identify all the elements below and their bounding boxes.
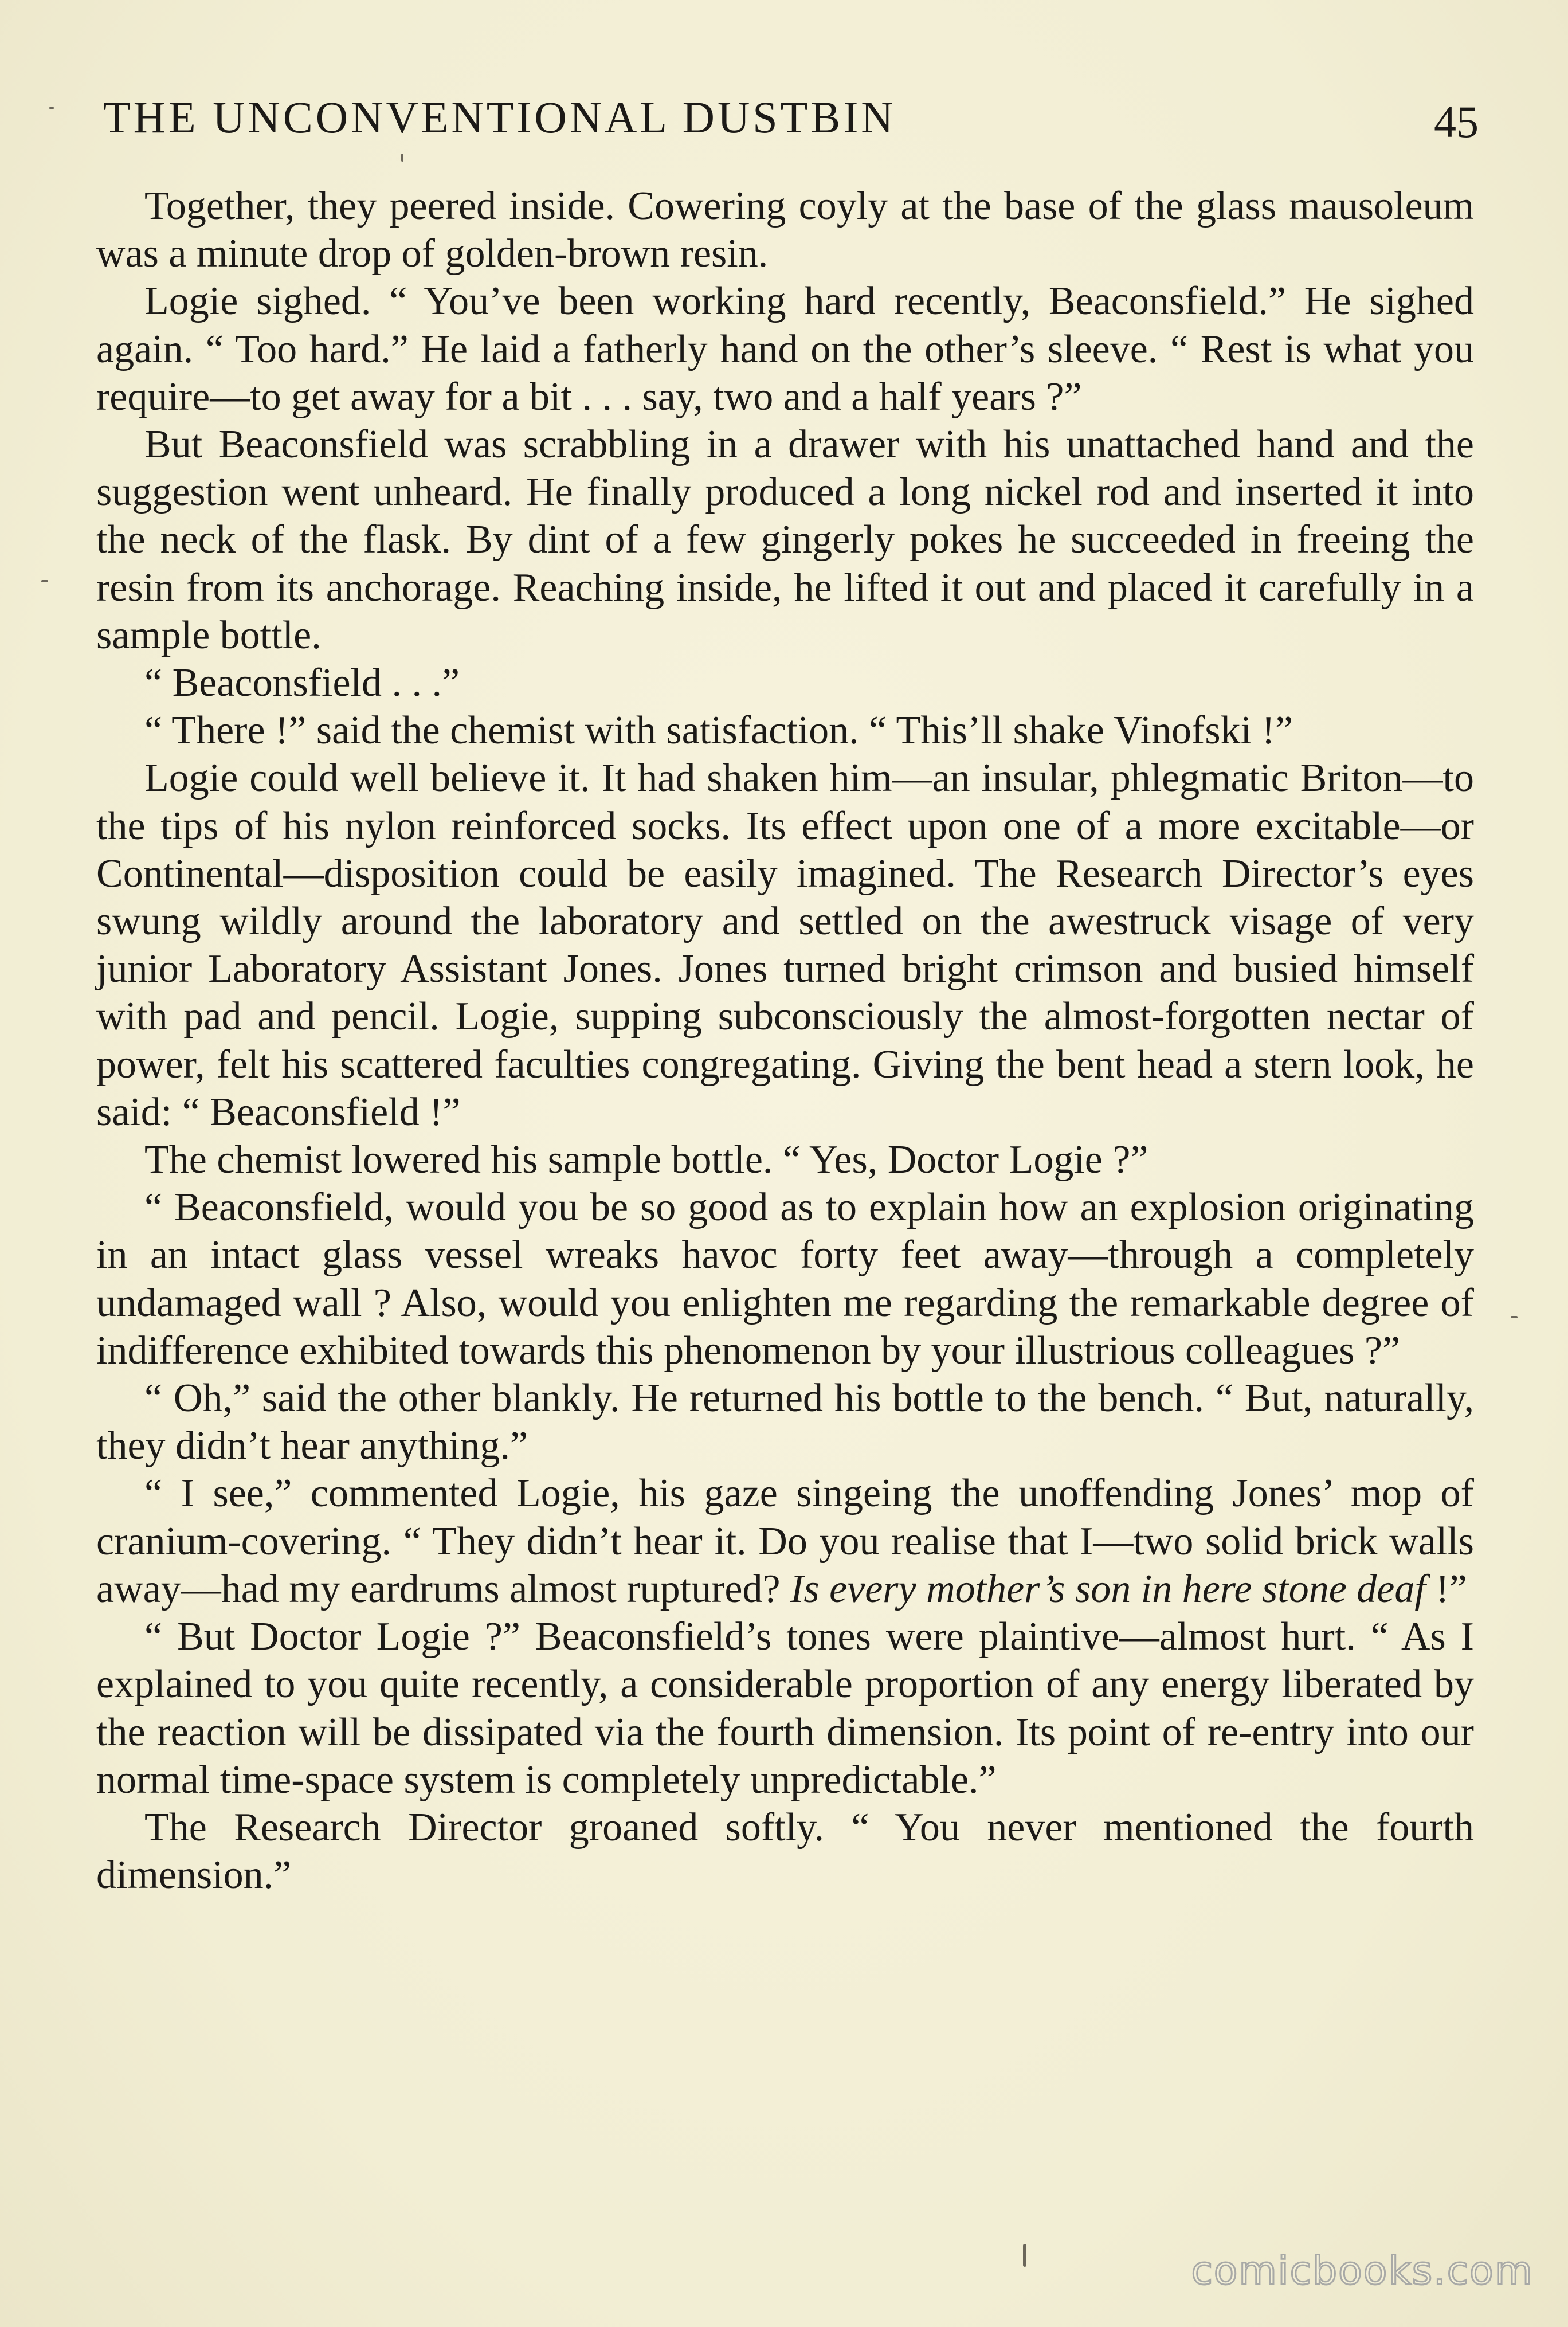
print-speck	[1511, 1316, 1518, 1318]
paragraph: “ Beaconsfield . . .”	[144, 661, 460, 706]
watermark-logo: comicbooks.com	[1191, 2248, 1534, 2294]
running-head: THE UNCONVENTIONAL DUSTBIN	[103, 92, 896, 142]
print-speck	[49, 107, 54, 109]
body-text	[96, 182, 1474, 1899]
paragraph: But Beaconsfield was scrabbling in a drawer with his unattached hand and the suggestion went unheard. He finally produced a long nickel rod and inserted it into the neck of the flask. By dint of a few gingerly pokes he succeeded in freeing the resin from its anchorage. Reaching inside, he lifted it out and placed it carefully in a sample bottle.	[96, 422, 1474, 657]
paragraph: “ There !” said the chemist with satisfaction. “ This’ll shake Vinofski !”	[144, 708, 1293, 753]
paragraph: The chemist lowered his sample bottle. “ Yes, Doctor Logie ?”	[144, 1138, 1148, 1182]
print-speck	[41, 580, 48, 582]
print-speck	[401, 154, 403, 162]
paragraph: “ Oh,” said the other blankly. He returned his bottle to the bench. “ But, naturally, they didn’t hear anything.”	[96, 1376, 1474, 1468]
text-segment: !”	[1425, 1566, 1467, 1611]
paragraph-with-italic	[96, 1470, 1474, 1613]
paragraph: Logie could well believe it. It had shaken him—an insular, phlegmatic Briton—to the tips of his nylon reinforced socks. Its effect upon one of a more excitable—or Continental—disposition could be easily imagined. The Research Director’s eyes swung wildly around the laboratory and settled on the awestruck visage of very junior Laboratory Assistant Jones. Jones turned bright crimson and busied himself with pad and pencil. Logie, supping subconsciously the almost-forgotten nectar of power, felt his scattered faculties congregating. Giving the bent head a stern look, he said: “ Beaconsfield !”	[96, 756, 1474, 1134]
italic-text: Is every mother’s son in here stone deaf	[790, 1566, 1426, 1611]
text-segment: “ I see,” commented Logie, his gaze singeing the unoffending Jones’ mop of cranium-covering. “ They didn’t hear it. Do you realise that I—two solid brick walls away—had my eardrums almost ruptured?	[96, 1471, 1474, 1611]
paragraph: Together, they peered inside. Cowering coyly at the base of the glass mausoleum was a minute drop of golden-brown resin.	[96, 184, 1474, 276]
paragraph: The Research Director groaned softly. “ You never mentioned the fourth dimension.”	[96, 1805, 1474, 1898]
paragraph: “ But Doctor Logie ?” Beaconsfield’s tones were plaintive—almost hurt. “ As I explained to you quite recently, a considerable proportion of any energy liberated by the reaction will be dissipated via the fourth dimension. Its point of re-entry into our normal time-space system is completely unpredictable.”	[96, 1615, 1474, 1802]
print-speck	[1023, 2244, 1026, 2267]
page-header	[103, 86, 1479, 149]
page-number: 45	[1434, 97, 1479, 147]
paragraph: “ Beaconsfield, would you be so good as to explain how an explosion originating in an intact glass vessel wreaks havoc forty feet away—through a completely undamaged wall ? Also, would you enlighten me regarding the remarkable degree of indifference exhibited towards this phenomenon by your illustrious colleagues ?”	[96, 1185, 1474, 1373]
paragraph: Logie sighed. “ You’ve been working hard recently, Beaconsfield.” He sighed again. “ Too hard.” He laid a fatherly hand on the other’s sleeve. “ Rest is what you require—to get away for a bit . . . say, two and a half years ?”	[96, 279, 1474, 419]
